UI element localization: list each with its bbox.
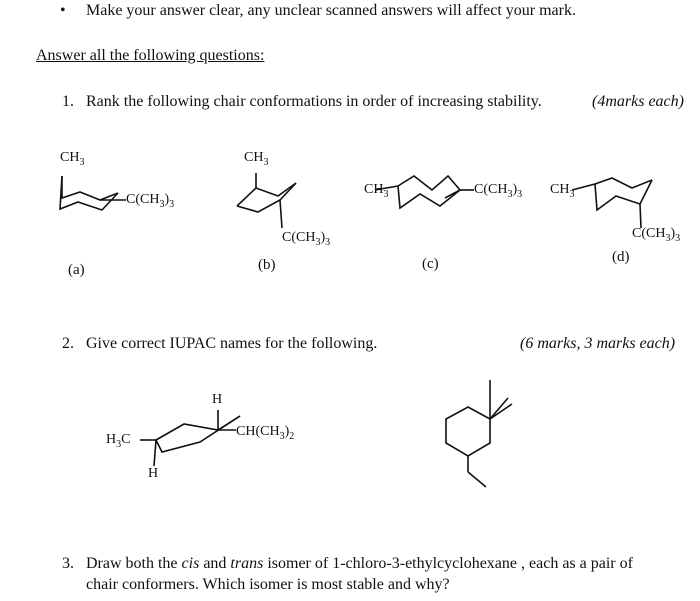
label-d: (d) — [612, 249, 630, 265]
label-a: (a) — [68, 262, 85, 278]
q3-line1-pre: Draw both the — [86, 555, 182, 572]
chair-c-drawing — [375, 176, 474, 208]
instruction-text: Make your answer clear, any unclear scanned answers will affect your mark. — [86, 2, 576, 19]
q2-marks: (6 marks, 3 marks each) — [520, 335, 676, 352]
q3-line1-post: isomer of 1-chloro-3-ethylcyclohexane , each as a pair of — [263, 555, 633, 572]
q3-trans: trans — [230, 555, 264, 572]
label-b: (b) — [258, 257, 276, 273]
a-sub-top: $CH_3$ — [60, 150, 85, 168]
section-heading: Answer all the following questions: — [36, 47, 265, 64]
d-sub-bottom: $C(CH_3)_3$ — [632, 226, 681, 244]
q3-line1 — [86, 555, 633, 573]
q3-cis: cis — [181, 555, 200, 572]
q1-number: 1. — [62, 93, 74, 110]
chair-b-drawing — [237, 173, 296, 228]
q1-marks: (4marks each) — [592, 93, 684, 110]
q2-cyclohexane-drawing — [446, 380, 512, 487]
q2-h-bottom: H — [148, 466, 159, 481]
label-c: (c) — [422, 256, 439, 272]
chair-a-drawing — [60, 176, 126, 210]
c-sub-left: $CH_3$ — [364, 182, 389, 200]
bullet-symbol: • — [60, 2, 66, 19]
q2-sub-left: $H_3C$ — [106, 432, 131, 450]
q2-h-top: H — [212, 392, 223, 407]
b-sub-bottom: $C(CH_3)_3$ — [282, 230, 331, 248]
q2-text: Give correct IUPAC names for the following. — [86, 335, 378, 352]
q2-number: 2. — [62, 335, 74, 352]
q3-line2: chair conformers. Which isomer is most stable and why? — [86, 576, 450, 593]
q2-sub-right: $CH(CH_3)_2$ — [236, 424, 295, 442]
q3-number: 3. — [62, 555, 74, 572]
q3-line1-mid: and — [199, 555, 231, 572]
q1-text: Rank the following chair conformations in order of increasing stability. — [86, 93, 542, 110]
q2-chair-drawing — [140, 410, 240, 466]
a-sub-right: $C(CH_3)_3$ — [126, 192, 175, 210]
chair-d-drawing — [572, 178, 652, 228]
d-sub-left: $CH_3$ — [550, 182, 575, 200]
c-sub-right: $C(CH_3)_3$ — [474, 182, 523, 200]
b-sub-top: $CH_3$ — [244, 150, 269, 168]
